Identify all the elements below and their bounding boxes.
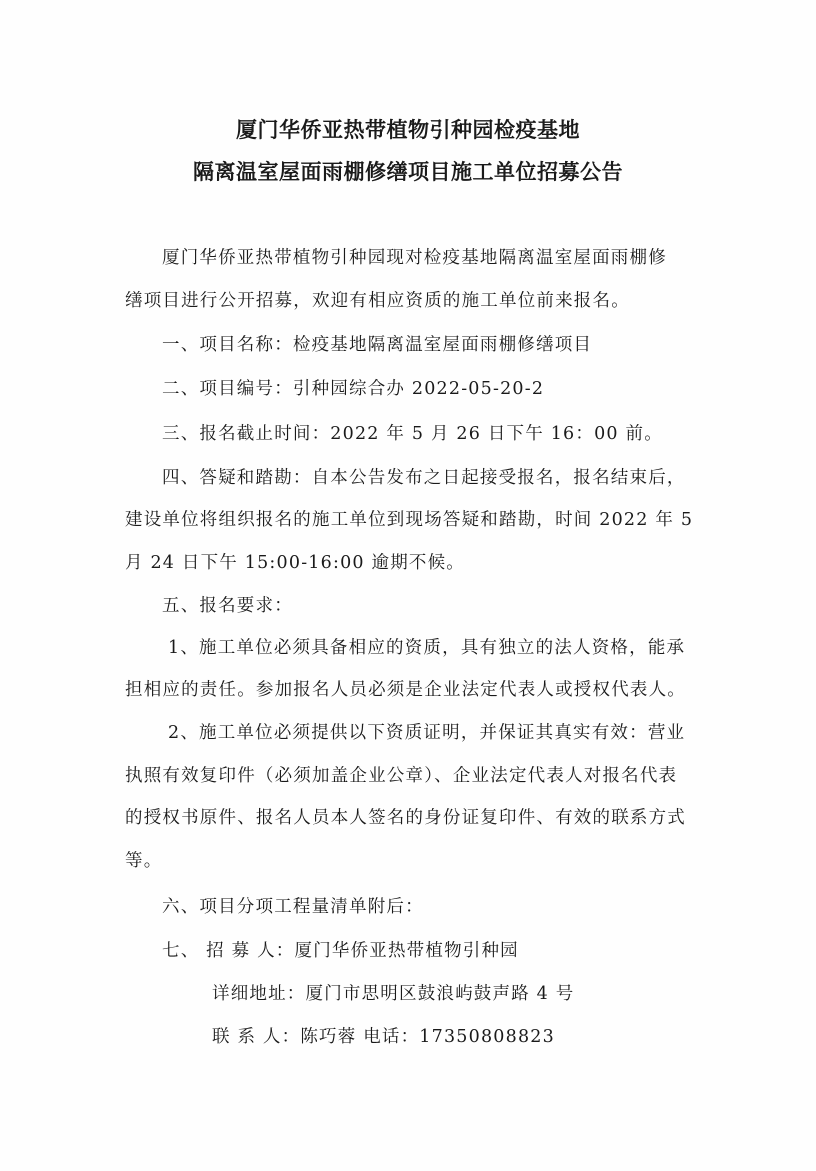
item-requirements-heading: 五、报名要求：	[162, 596, 293, 616]
title-line-1: 厦门华侨亚热带植物引种园检疫基地	[236, 118, 580, 142]
req2-line-3: 的授权书原件、报名人员本人签名的身份证复印件、有效的联系方式	[125, 808, 686, 828]
item-address: 详细地址：厦门市思明区鼓浪屿鼓声路 4 号	[212, 984, 575, 1004]
item-contact: 联 系 人：陈巧蓉 电话：17350808823	[212, 1027, 555, 1047]
item-qa-line-2: 建设单位将组织报名的施工单位到现场答疑和踏勘，时间 2022 年 5	[125, 510, 694, 530]
req2-line-1: 2、施工单位必须提供以下资质证明，并保证其真实有效：营业	[168, 723, 686, 743]
item-qa-line-1: 四、答疑和踏勘：自本公告发布之日起接受报名，报名结束后，	[162, 468, 686, 488]
req2-line-4: 等。	[125, 851, 163, 871]
item-recruiter: 七、 招 募 人：厦门华侨亚热带植物引种园	[162, 941, 519, 961]
item-qa-line-3: 月 24 日下午 15:00-16:00 逾期不候。	[125, 553, 465, 573]
intro-line-2: 缮项目进行公开招募，欢迎有相应资质的施工单位前来报名。	[125, 291, 630, 311]
req1-line-2: 担相应的责任。参加报名人员必须是企业法定代表人或授权代表人。	[125, 680, 686, 700]
req1-line-1: 1、施工单位必须具备相应的资质，具有独立的法人资格，能承	[168, 638, 686, 658]
title-line-2: 隔离温室屋面雨棚修缮项目施工单位招募公告	[193, 160, 623, 184]
item-project-name: 一、项目名称：检疫基地隔离温室屋面雨棚修缮项目	[162, 335, 593, 355]
req2-line-2: 执照有效复印件（必须加盖企业公章）、企业法定代表人对报名代表	[125, 766, 678, 786]
item-project-number: 二、项目编号：引种园综合办 2022-05-20-2	[162, 379, 545, 399]
item-deadline: 三、报名截止时间：2022 年 5 月 26 日下午 16：00 前。	[162, 424, 663, 444]
intro-line-1: 厦门华侨亚热带植物引种园现对检疫基地隔离温室屋面雨棚修	[162, 248, 667, 268]
item-quantity-list: 六、项目分项工程量清单附后：	[162, 897, 424, 917]
